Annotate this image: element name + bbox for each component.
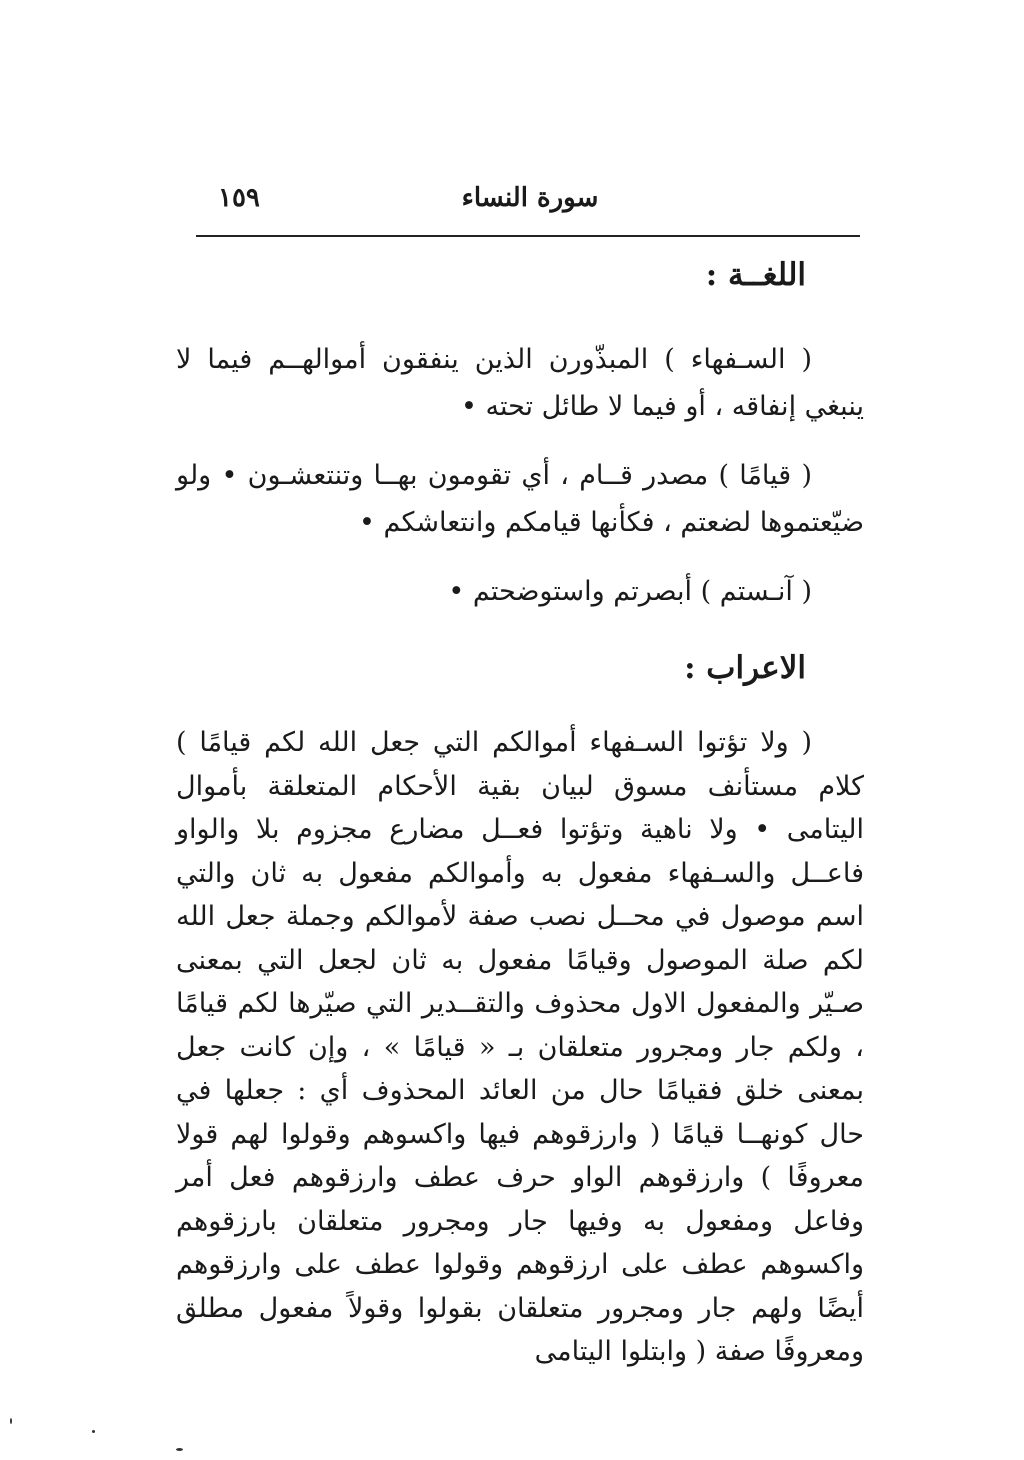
header-rule	[196, 235, 860, 237]
running-head	[200, 183, 860, 219]
print-speck	[10, 1418, 12, 1424]
print-speck	[92, 1430, 95, 1433]
language-entry-sufaha: ( السـفهاء ) المبذّورن الذين ينفقون أموالهــم فيما لا ينبغي إنفاقه ، أو فيما لا طائل تحته •	[176, 344, 864, 422]
irab-section-heading: الاعراب :	[684, 650, 806, 686]
language-entry-qiyam: ( قيامًا ) مصدر قــام ، أي تقومون بهــا وتنتعشـون • ولو ضيّعتموها لضعتم ، فكأنها قيامكم وانتعاشكم •	[176, 460, 864, 538]
page-number: ١٥٩	[218, 183, 260, 213]
surah-title: سورة النساء	[461, 183, 599, 213]
page-content	[176, 252, 864, 1374]
print-speck	[176, 1448, 183, 1451]
language-entry-anastum: ( آنـستم ) أبصرتم واستوضحتم •	[448, 576, 812, 607]
irab-paragraph: ( ولا تؤتوا السـفهاء أموالكم التي جعل الله لكم قيامًا ) كلام مستأنف مسوق لبيان بقية الأحكام المتعلقة بأموال اليتامى • ولا ناهية وتؤتوا فعــل مضارع مجزوم بلا والواو فاعــل والسـفهاء مفعول به وأموالكم مفعول به ثان والتي اسم موصول في محــل نصب صفة لأموالكم وجملة جعل الله لكم صلة الموصول وقيامًا مفعول به ثان لجعل التي بمعنى صـيّر والمفعول الاول محذوف والتقــدير التي صيّرها لكم قيامًا ، ولكم جار ومجرور متعلقان بـ « قيامًا » ، وإن كانت جعل بمعنى خلق فقيامًا حال من العائد المحذوف أي : جعلها في حال كونهــا قيامًا ( وارزقوهم فيها واكسوهم وقولوا لهم قولا معروفًا ) وارزقوهم الواو حرف عطف وارزقوهم فعل أمر وفاعل ومفعول به وفيها جار ومجرور متعلقان بارزقوهم واكسوهم عطف على ارزقوهم وقولوا عطف على وارزقوهم أيضًا ولهم جار ومجرور متعلقان بقولوا وقولاً مفعول مطلق ومعروفًا صفة ( وابتلوا اليتامى	[176, 727, 864, 1367]
language-section-heading: اللغــة :	[705, 257, 806, 293]
